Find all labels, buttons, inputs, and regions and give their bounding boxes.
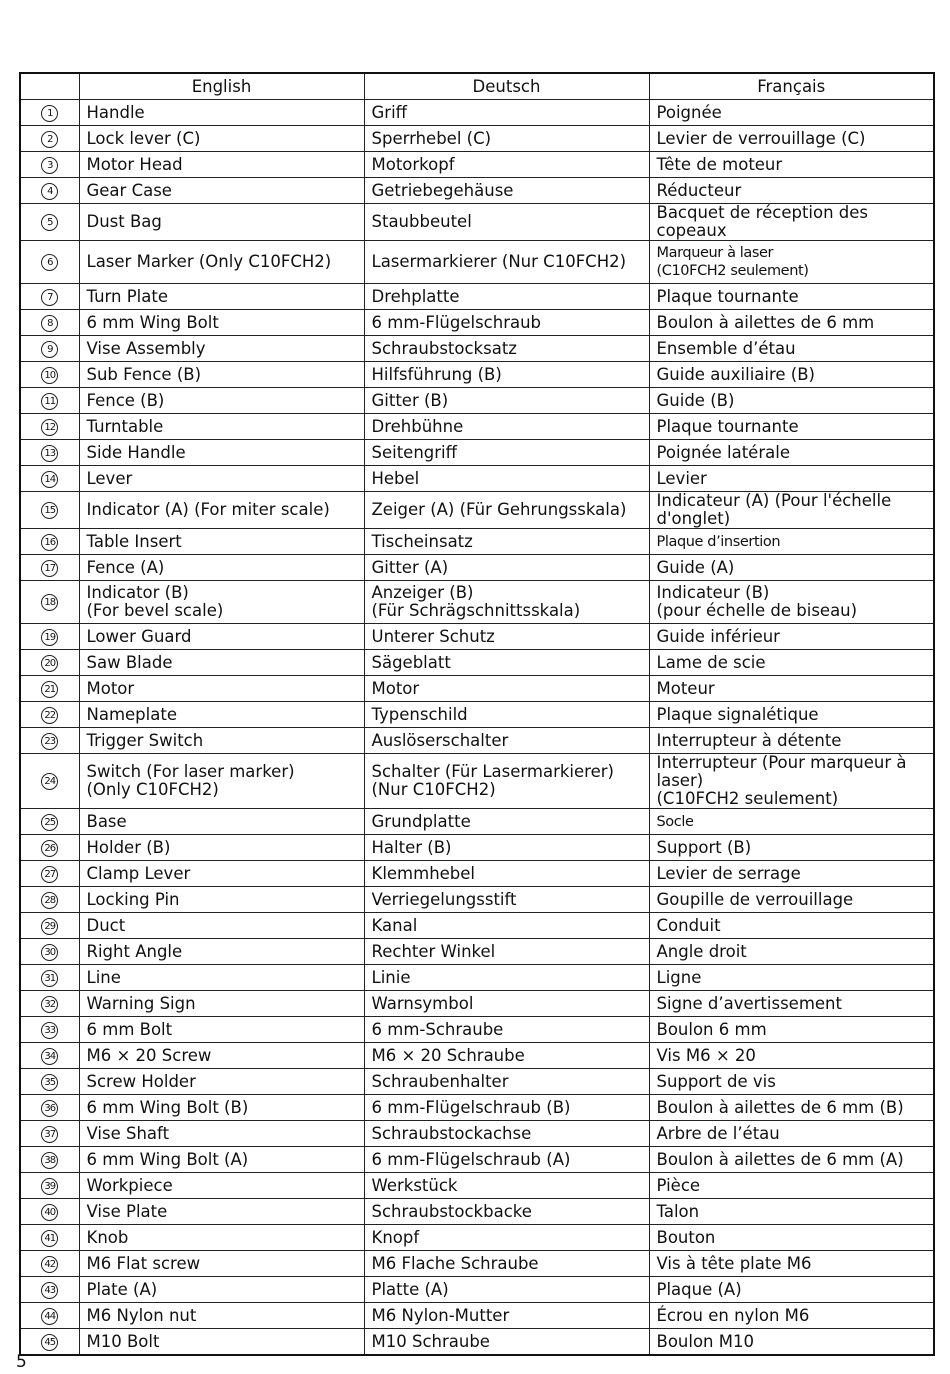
part-name-en: Gear Case — [79, 178, 364, 204]
part-name-en: Holder (B) — [79, 835, 364, 861]
part-number-badge: 15 — [41, 502, 58, 519]
table-row — [20, 702, 934, 728]
part-name-de: Seitengriff — [364, 440, 649, 466]
part-name-de: M6 × 20 Schraube — [364, 1043, 649, 1069]
part-name-de: Drehplatte — [364, 284, 649, 310]
part-name-en: Handle — [79, 100, 364, 126]
part-name-fr: Poignée latérale — [649, 440, 934, 466]
table-row — [20, 754, 934, 809]
table-row — [20, 466, 934, 492]
part-number-badge: 22 — [41, 707, 58, 724]
header-english: English — [79, 73, 364, 100]
part-number-badge: 2 — [41, 131, 58, 148]
part-name-fr: Lame de scie — [649, 650, 934, 676]
part-name-fr: Tête de moteur — [649, 152, 934, 178]
part-name-en: Fence (B) — [79, 388, 364, 414]
part-name-en: Plate (A) — [79, 1277, 364, 1303]
part-name-fr: Ligne — [649, 965, 934, 991]
table-row — [20, 529, 934, 555]
part-number-cell — [20, 204, 79, 241]
table-row — [20, 991, 934, 1017]
table-row — [20, 1121, 934, 1147]
part-name-de: Schraubenhalter — [364, 1069, 649, 1095]
table-row — [20, 1277, 934, 1303]
table-row — [20, 555, 934, 581]
part-name-de: Verriegelungsstift — [364, 887, 649, 913]
table-row — [20, 284, 934, 310]
part-number-badge: 6 — [41, 254, 58, 271]
table-row — [20, 1095, 934, 1121]
part-number-badge: 38 — [41, 1152, 58, 1169]
part-name-fr: Angle droit — [649, 939, 934, 965]
part-name-en: Workpiece — [79, 1173, 364, 1199]
part-name-en: Dust Bag — [79, 204, 364, 241]
part-name-fr: Ensemble d’étau — [649, 336, 934, 362]
table-row — [20, 336, 934, 362]
part-name-en: Lever — [79, 466, 364, 492]
table-row — [20, 1225, 934, 1251]
part-name-fr: Support (B) — [649, 835, 934, 861]
table-row — [20, 1303, 934, 1329]
part-number-cell — [20, 887, 79, 913]
part-number-badge: 1 — [41, 105, 58, 122]
part-number-badge: 3 — [41, 157, 58, 174]
part-number-cell — [20, 1173, 79, 1199]
part-name-en: 6 mm Wing Bolt (B) — [79, 1095, 364, 1121]
part-name-fr: Plaque signalétique — [649, 702, 934, 728]
part-name-de: Motorkopf — [364, 152, 649, 178]
part-name-fr: Levier de verrouillage (C) — [649, 126, 934, 152]
part-name-en: 6 mm Bolt — [79, 1017, 364, 1043]
part-name-de: Hebel — [364, 466, 649, 492]
table-row — [20, 178, 934, 204]
part-name-fr: Marqueur à laser (C10FCH2 seulement) — [649, 241, 934, 284]
part-name-en: M6 Flat screw — [79, 1251, 364, 1277]
part-number-badge: 4 — [41, 183, 58, 200]
table-row — [20, 913, 934, 939]
part-number-cell — [20, 835, 79, 861]
part-name-en: Clamp Lever — [79, 861, 364, 887]
part-number-badge: 19 — [41, 629, 58, 646]
part-number-cell — [20, 414, 79, 440]
part-name-fr: Bacquet de réception des copeaux — [649, 204, 934, 241]
part-name-fr: Guide (A) — [649, 555, 934, 581]
part-name-de: Linie — [364, 965, 649, 991]
table-row — [20, 100, 934, 126]
table-row — [20, 204, 934, 241]
part-name-fr: Levier — [649, 466, 934, 492]
table-row — [20, 1069, 934, 1095]
table-row — [20, 241, 934, 284]
table-row — [20, 676, 934, 702]
part-name-de: Schraubstockachse — [364, 1121, 649, 1147]
part-name-fr: Plaque (A) — [649, 1277, 934, 1303]
part-name-de: 6 mm-Flügelschraub (A) — [364, 1147, 649, 1173]
table-row — [20, 1199, 934, 1225]
part-number-cell — [20, 1069, 79, 1095]
part-number-cell — [20, 284, 79, 310]
part-name-fr: Support de vis — [649, 1069, 934, 1095]
part-name-de: M6 Nylon-Mutter — [364, 1303, 649, 1329]
part-name-de: Getriebegehäuse — [364, 178, 649, 204]
part-number-badge: 42 — [41, 1256, 58, 1273]
table-row — [20, 624, 934, 650]
part-number-badge: 17 — [41, 560, 58, 577]
part-name-de: 6 mm-Flügelschraub (B) — [364, 1095, 649, 1121]
part-number-badge: 34 — [41, 1048, 58, 1065]
part-name-fr: Arbre de l’étau — [649, 1121, 934, 1147]
part-name-fr: Indicateur (A) (Pour l'échelle d'onglet) — [649, 492, 934, 529]
table-row — [20, 861, 934, 887]
part-name-de: Anzeiger (B) (Für Schrägschnittsskala) — [364, 581, 649, 624]
part-name-en: Switch (For laser marker) (Only C10FCH2) — [79, 754, 364, 809]
header-number — [20, 73, 79, 100]
part-name-de: Werkstück — [364, 1173, 649, 1199]
part-name-fr: Vis à tête plate M6 — [649, 1251, 934, 1277]
table-row — [20, 1251, 934, 1277]
part-name-fr: Écrou en nylon M6 — [649, 1303, 934, 1329]
part-number-badge: 11 — [41, 393, 58, 410]
part-number-cell — [20, 1303, 79, 1329]
part-name-fr: Interrupteur à détente — [649, 728, 934, 754]
part-name-fr: Indicateur (B) (pour échelle de biseau) — [649, 581, 934, 624]
table-row — [20, 887, 934, 913]
part-number-badge: 27 — [41, 866, 58, 883]
part-name-de: Motor — [364, 676, 649, 702]
part-number-badge: 14 — [41, 471, 58, 488]
part-number-badge: 8 — [41, 315, 58, 332]
table-row — [20, 310, 934, 336]
part-number-cell — [20, 1225, 79, 1251]
part-number-badge: 16 — [41, 534, 58, 551]
part-number-cell — [20, 939, 79, 965]
part-number-badge: 36 — [41, 1100, 58, 1117]
part-number-badge: 18 — [41, 594, 58, 611]
part-name-en: Vise Plate — [79, 1199, 364, 1225]
parts-table-body — [20, 100, 934, 1356]
part-name-fr: Boulon à ailettes de 6 mm (A) — [649, 1147, 934, 1173]
part-name-en: 6 mm Wing Bolt — [79, 310, 364, 336]
table-row — [20, 362, 934, 388]
part-name-de: Sperrhebel (C) — [364, 126, 649, 152]
part-name-en: Indicator (B) (For bevel scale) — [79, 581, 364, 624]
table-row — [20, 1329, 934, 1356]
part-name-fr: Boulon à ailettes de 6 mm — [649, 310, 934, 336]
part-name-en: Screw Holder — [79, 1069, 364, 1095]
part-name-de: Lasermarkierer (Nur C10FCH2) — [364, 241, 649, 284]
table-row — [20, 650, 934, 676]
table-row — [20, 581, 934, 624]
part-number-badge: 35 — [41, 1074, 58, 1091]
part-name-en: Warning Sign — [79, 991, 364, 1017]
part-number-badge: 41 — [41, 1230, 58, 1247]
part-name-de: Kanal — [364, 913, 649, 939]
part-name-fr: Guide inférieur — [649, 624, 934, 650]
part-number-cell — [20, 440, 79, 466]
part-number-badge: 31 — [41, 970, 58, 987]
part-name-fr: Levier de serrage — [649, 861, 934, 887]
part-name-fr: Réducteur — [649, 178, 934, 204]
part-name-de: Gitter (B) — [364, 388, 649, 414]
part-name-en: Table Insert — [79, 529, 364, 555]
part-number-cell — [20, 702, 79, 728]
part-number-cell — [20, 624, 79, 650]
part-name-en: Sub Fence (B) — [79, 362, 364, 388]
part-number-badge: 30 — [41, 944, 58, 961]
table-row — [20, 728, 934, 754]
part-name-de: 6 mm-Schraube — [364, 1017, 649, 1043]
part-name-fr: Plaque tournante — [649, 284, 934, 310]
part-number-badge: 13 — [41, 445, 58, 462]
part-number-badge: 39 — [41, 1178, 58, 1195]
part-name-de: Drehbühne — [364, 414, 649, 440]
part-name-en: Indicator (A) (For miter scale) — [79, 492, 364, 529]
part-number-cell — [20, 754, 79, 809]
table-row — [20, 492, 934, 529]
part-name-de: Schalter (Für Lasermarkierer) (Nur C10FCH2) — [364, 754, 649, 809]
part-name-en: Turntable — [79, 414, 364, 440]
parts-list-table — [19, 72, 935, 1356]
part-number-cell — [20, 861, 79, 887]
part-name-fr: Boulon à ailettes de 6 mm (B) — [649, 1095, 934, 1121]
part-name-en: Locking Pin — [79, 887, 364, 913]
part-number-badge: 7 — [41, 289, 58, 306]
table-row — [20, 1043, 934, 1069]
part-name-en: Right Angle — [79, 939, 364, 965]
part-name-en: Line — [79, 965, 364, 991]
part-number-cell — [20, 466, 79, 492]
part-name-en: Vise Shaft — [79, 1121, 364, 1147]
part-name-fr: Goupille de verrouillage — [649, 887, 934, 913]
part-name-de: Warnsymbol — [364, 991, 649, 1017]
part-number-cell — [20, 100, 79, 126]
part-name-en: Base — [79, 809, 364, 835]
part-number-badge: 9 — [41, 341, 58, 358]
part-name-en: Duct — [79, 913, 364, 939]
part-number-cell — [20, 965, 79, 991]
part-number-badge: 29 — [41, 918, 58, 935]
part-number-cell — [20, 1043, 79, 1069]
part-number-cell — [20, 1017, 79, 1043]
part-name-fr: Guide auxiliaire (B) — [649, 362, 934, 388]
part-name-de: Grundplatte — [364, 809, 649, 835]
part-name-de: M10 Schraube — [364, 1329, 649, 1356]
part-name-de: M6 Flache Schraube — [364, 1251, 649, 1277]
part-name-en: Trigger Switch — [79, 728, 364, 754]
part-name-en: Nameplate — [79, 702, 364, 728]
part-name-de: Schraubstocksatz — [364, 336, 649, 362]
table-row — [20, 835, 934, 861]
part-name-en: Fence (A) — [79, 555, 364, 581]
table-row — [20, 126, 934, 152]
part-name-en: Motor — [79, 676, 364, 702]
part-name-fr: Bouton — [649, 1225, 934, 1251]
part-name-en: 6 mm Wing Bolt (A) — [79, 1147, 364, 1173]
part-name-de: 6 mm-Flügelschraub — [364, 310, 649, 336]
table-row — [20, 1147, 934, 1173]
part-name-de: Rechter Winkel — [364, 939, 649, 965]
part-name-fr: Signe d’avertissement — [649, 991, 934, 1017]
part-name-en: M10 Bolt — [79, 1329, 364, 1356]
part-number-cell — [20, 1277, 79, 1303]
part-name-de: Schraubstockbacke — [364, 1199, 649, 1225]
part-number-badge: 5 — [41, 214, 58, 231]
part-name-fr: Vis M6 × 20 — [649, 1043, 934, 1069]
part-number-badge: 21 — [41, 681, 58, 698]
part-number-cell — [20, 991, 79, 1017]
part-number-cell — [20, 913, 79, 939]
part-name-de: Klemmhebel — [364, 861, 649, 887]
part-number-badge: 12 — [41, 419, 58, 436]
part-name-de: Staubbeutel — [364, 204, 649, 241]
part-number-cell — [20, 310, 79, 336]
part-number-cell — [20, 809, 79, 835]
part-name-fr: Plaque tournante — [649, 414, 934, 440]
part-name-fr: Poignée — [649, 100, 934, 126]
table-row — [20, 1017, 934, 1043]
page-number: 5 — [16, 1352, 27, 1372]
header-francais: Français — [649, 73, 934, 100]
part-name-fr: Interrupteur (Pour marqueur à laser) (C10FCH2 seulement) — [649, 754, 934, 809]
part-number-badge: 23 — [41, 733, 58, 750]
part-name-en: Lock lever (C) — [79, 126, 364, 152]
table-row — [20, 440, 934, 466]
part-name-fr: Pièce — [649, 1173, 934, 1199]
part-name-en: Knob — [79, 1225, 364, 1251]
part-number-cell — [20, 388, 79, 414]
part-number-cell — [20, 1147, 79, 1173]
part-number-cell — [20, 492, 79, 529]
part-number-cell — [20, 1329, 79, 1356]
part-number-badge: 43 — [41, 1282, 58, 1299]
part-number-cell — [20, 336, 79, 362]
table-row — [20, 1173, 934, 1199]
part-number-badge: 20 — [41, 655, 58, 672]
part-number-cell — [20, 1251, 79, 1277]
part-number-cell — [20, 676, 79, 702]
part-number-cell — [20, 152, 79, 178]
part-number-badge: 28 — [41, 892, 58, 909]
part-name-en: Side Handle — [79, 440, 364, 466]
part-name-en: Vise Assembly — [79, 336, 364, 362]
part-name-fr: Moteur — [649, 676, 934, 702]
table-row — [20, 388, 934, 414]
part-name-fr: Plaque d’insertion — [649, 529, 934, 555]
part-name-de: Typenschild — [364, 702, 649, 728]
part-number-cell — [20, 362, 79, 388]
header-deutsch: Deutsch — [364, 73, 649, 100]
table-row — [20, 965, 934, 991]
part-number-cell — [20, 1095, 79, 1121]
part-name-de: Platte (A) — [364, 1277, 649, 1303]
part-name-en: M6 Nylon nut — [79, 1303, 364, 1329]
part-name-de: Zeiger (A) (Für Gehrungsskala) — [364, 492, 649, 529]
part-number-badge: 24 — [41, 773, 58, 790]
part-number-cell — [20, 1199, 79, 1225]
part-name-de: Hilfsführung (B) — [364, 362, 649, 388]
part-name-de: Auslöserschalter — [364, 728, 649, 754]
table-row — [20, 809, 934, 835]
part-name-en: Motor Head — [79, 152, 364, 178]
part-name-fr: Talon — [649, 1199, 934, 1225]
part-number-badge: 25 — [41, 814, 58, 831]
part-number-cell — [20, 241, 79, 284]
part-name-de: Gitter (A) — [364, 555, 649, 581]
part-name-de: Unterer Schutz — [364, 624, 649, 650]
part-name-en: Laser Marker (Only C10FCH2) — [79, 241, 364, 284]
part-number-badge: 37 — [41, 1126, 58, 1143]
part-name-en: Lower Guard — [79, 624, 364, 650]
part-name-de: Tischeinsatz — [364, 529, 649, 555]
part-name-fr: Socle — [649, 809, 934, 835]
part-number-cell — [20, 529, 79, 555]
table-row — [20, 414, 934, 440]
part-number-cell — [20, 555, 79, 581]
part-name-de: Sägeblatt — [364, 650, 649, 676]
part-name-en: M6 × 20 Screw — [79, 1043, 364, 1069]
part-name-en: Saw Blade — [79, 650, 364, 676]
part-name-fr: Guide (B) — [649, 388, 934, 414]
part-number-badge: 32 — [41, 996, 58, 1013]
part-number-badge: 10 — [41, 367, 58, 384]
part-number-cell — [20, 1121, 79, 1147]
part-number-badge: 33 — [41, 1022, 58, 1039]
part-number-cell — [20, 728, 79, 754]
part-name-en: Turn Plate — [79, 284, 364, 310]
part-name-fr: Boulon M10 — [649, 1329, 934, 1356]
table-row — [20, 152, 934, 178]
part-name-de: Knopf — [364, 1225, 649, 1251]
part-number-cell — [20, 650, 79, 676]
part-number-cell — [20, 178, 79, 204]
table-row — [20, 939, 934, 965]
part-name-de: Halter (B) — [364, 835, 649, 861]
part-number-cell — [20, 126, 79, 152]
part-number-cell — [20, 581, 79, 624]
part-name-de: Griff — [364, 100, 649, 126]
part-number-badge: 44 — [41, 1308, 58, 1325]
part-name-fr: Conduit — [649, 913, 934, 939]
part-number-badge: 26 — [41, 840, 58, 857]
table-header-row — [20, 73, 934, 100]
part-number-badge: 45 — [41, 1334, 58, 1351]
part-number-badge: 40 — [41, 1204, 58, 1221]
part-name-fr: Boulon 6 mm — [649, 1017, 934, 1043]
